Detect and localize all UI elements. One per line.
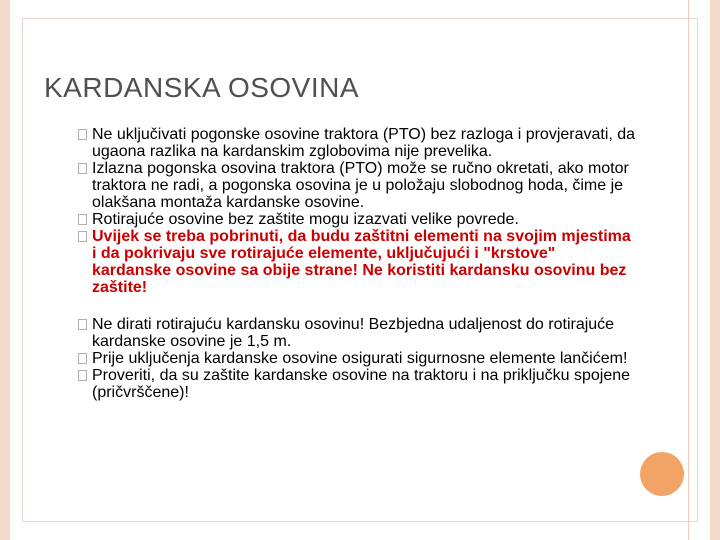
bullet-icon xyxy=(78,214,87,225)
bullet-text: Izlazna pogonska osovina traktora (PTO) može se ručno okretati, ako motor traktora ne radi, a pogonska osovina je u položaju slobodnog hoda, čime je olakšana montaža kardanske osovine. xyxy=(92,160,629,211)
right-frame-strip xyxy=(710,0,720,540)
bullet-icon xyxy=(78,231,87,242)
bullet-text: Uvijek se treba pobrinuti, da budu zaštitni elementi na svojim mjestima i da pokrivaju sve rotirajuće elemente, uključujući i "krstove" kardanske osovine sa obije strane! Ne koristiti kardansku osovinu bez zaštite! xyxy=(92,228,631,296)
bullet-text: Ne uključivati pogonske osovine traktora (PTO) bez razloga i provjeravati, da ugaona razlika na kardanskim zglobovima nije prevelika. xyxy=(92,126,636,160)
bullet-text: Rotirajuće osovine bez zaštite mogu izazvati velike povrede. xyxy=(92,211,519,228)
bullet-icon xyxy=(78,129,87,140)
decorative-vertical-line xyxy=(688,0,689,540)
bullet-icon xyxy=(78,319,87,330)
slide-title: KARDANSKA OSOVINA xyxy=(44,72,360,103)
bullet-text: Prije uključenja kardanske osovine osigurati sigurnosne elemente lančićem! xyxy=(92,350,628,367)
bullet-icon xyxy=(78,163,87,174)
bullet-icon xyxy=(78,370,87,381)
bullet-item-warning xyxy=(78,228,638,296)
bullet-item xyxy=(78,211,638,228)
bullet-list xyxy=(78,126,638,401)
bullet-icon xyxy=(78,353,87,364)
bullet-text: Ne dirati rotirajuću kardansku osovinu! Bezbjedna udaljenost do rotirajuće kardanske osovine je 1,5 m. xyxy=(92,316,615,350)
decorative-circle xyxy=(640,452,684,496)
bullet-item xyxy=(78,126,638,160)
bullet-item xyxy=(78,316,638,350)
bullet-text: Proveriti, da su zaštite kardanske osovine na traktoru i na priključku spojene (pričvrščene)! xyxy=(92,367,631,401)
left-frame-strip xyxy=(0,0,10,540)
bullet-item xyxy=(78,367,638,401)
list-spacer xyxy=(78,296,638,316)
bullet-item xyxy=(78,350,638,367)
bullet-item xyxy=(78,160,638,211)
